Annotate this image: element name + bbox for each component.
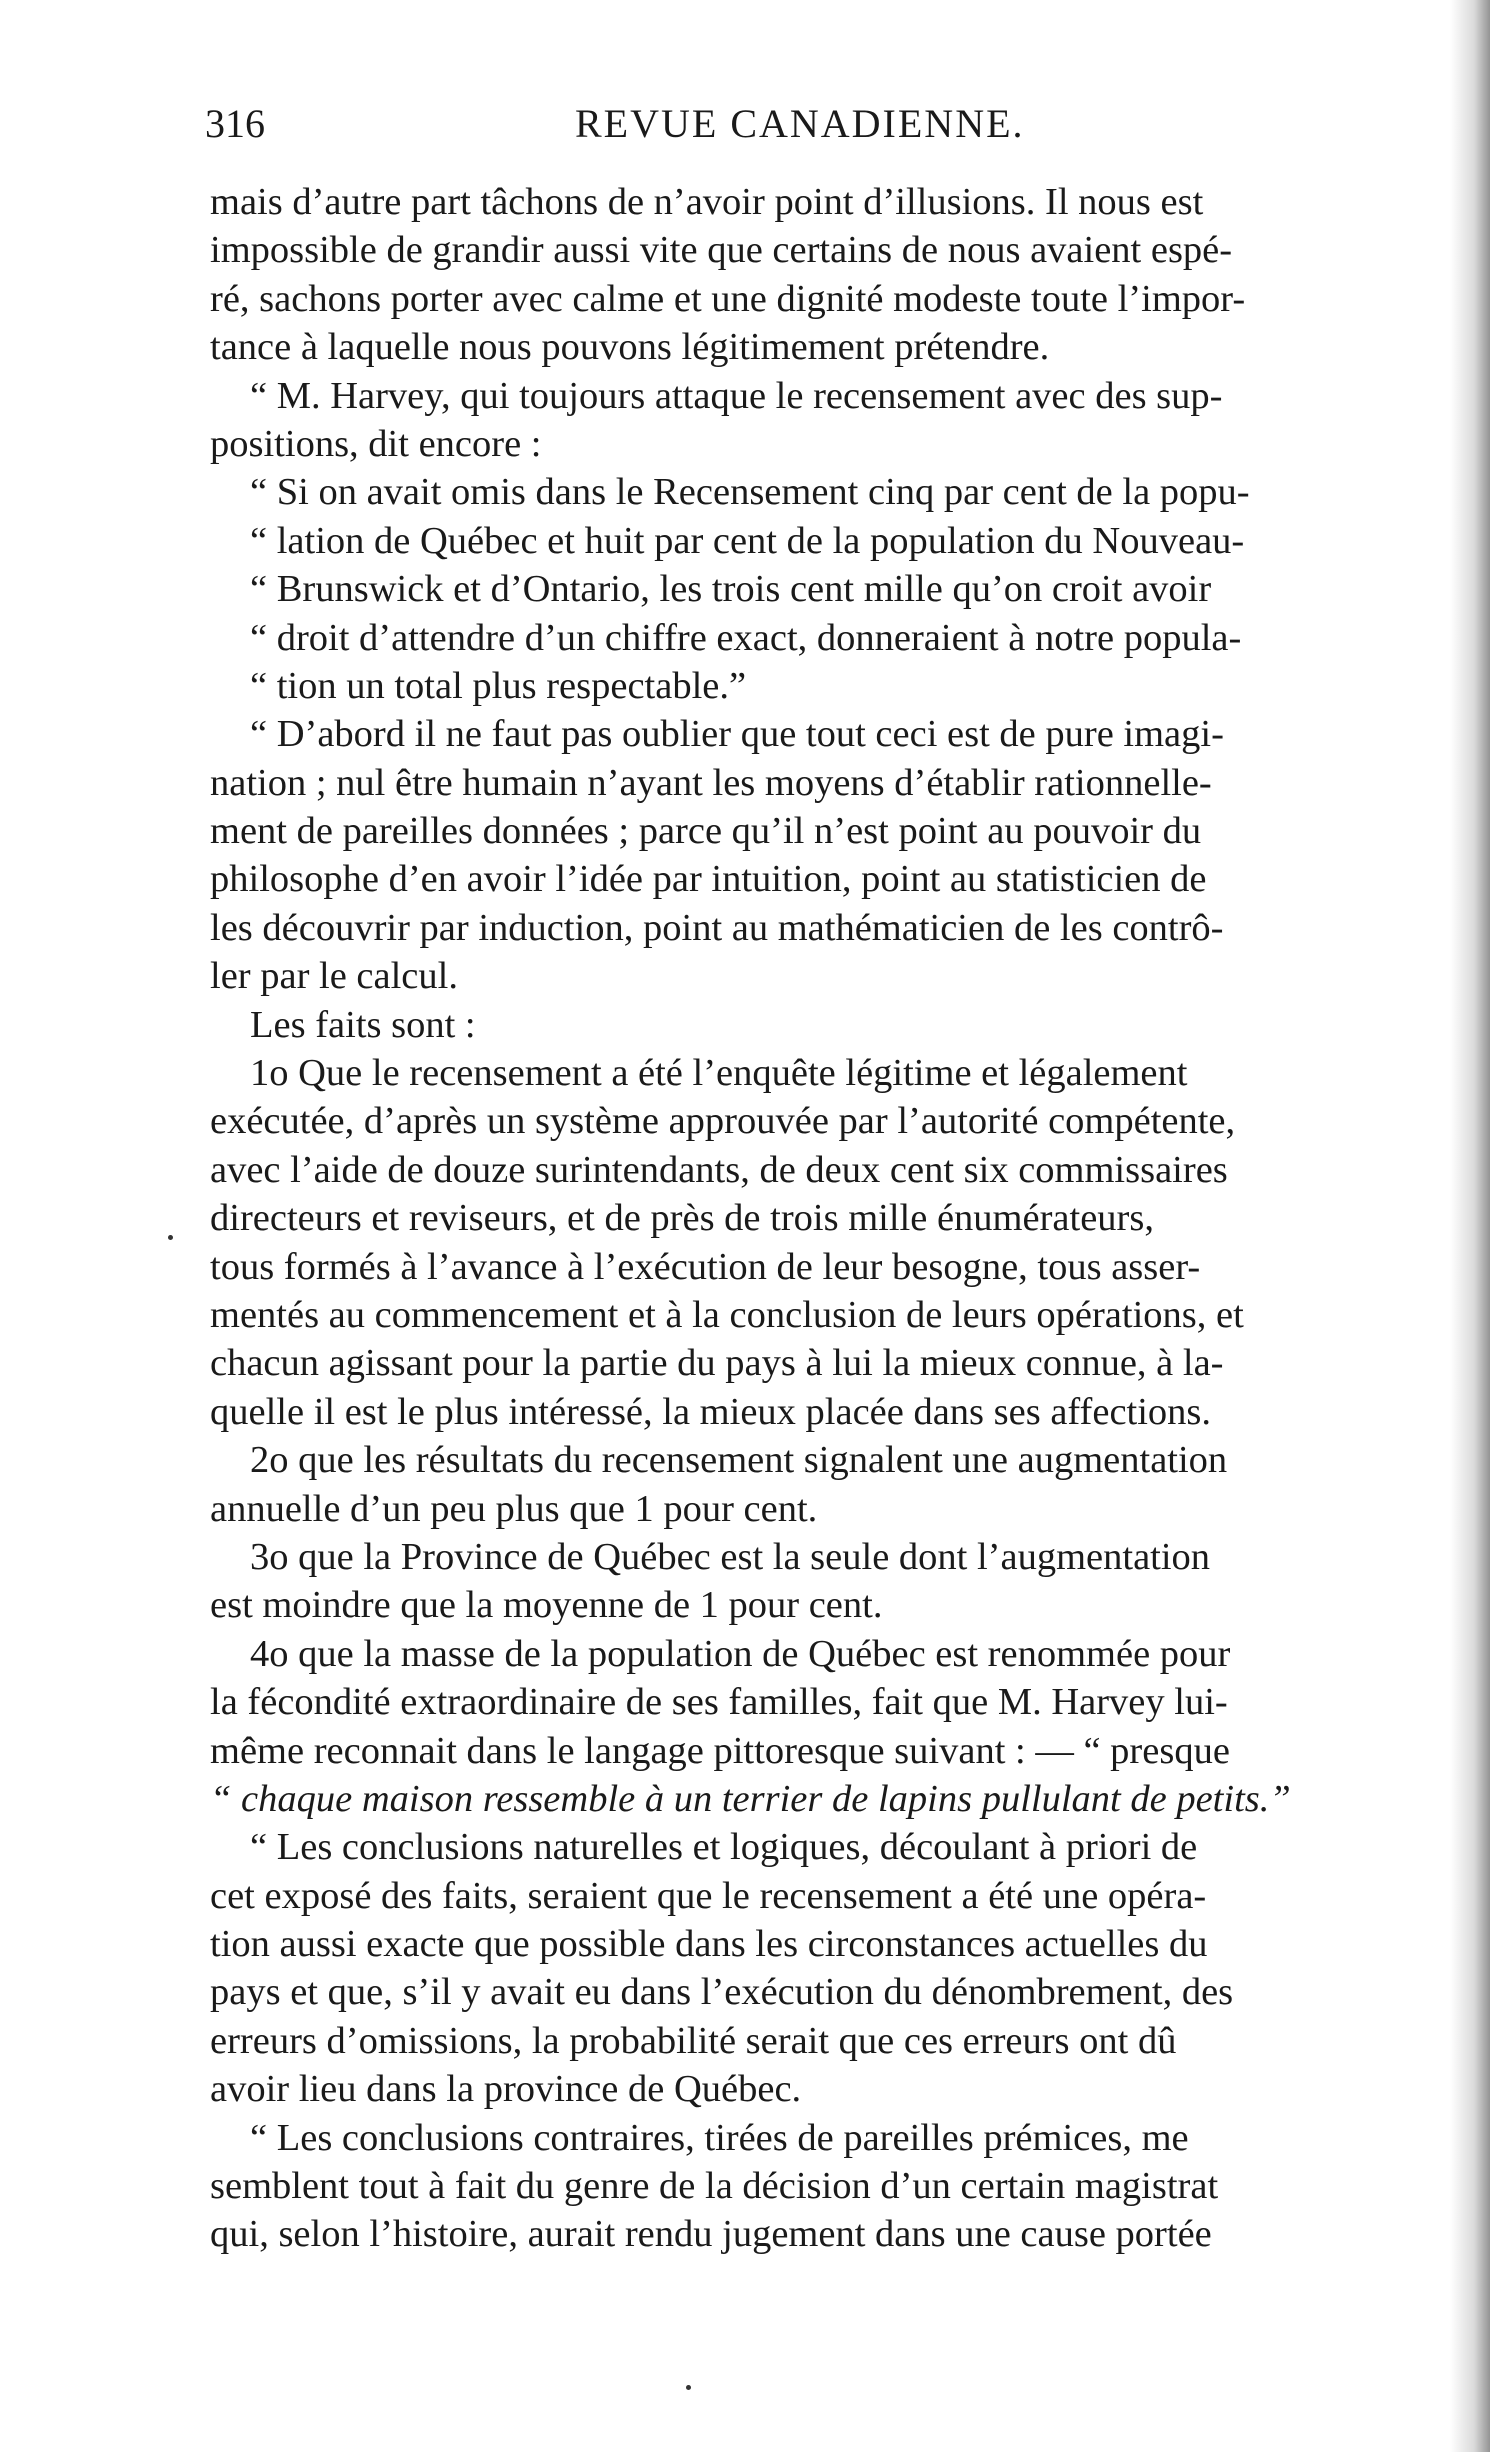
ink-speck [168,1235,173,1240]
text-line: directeurs et reviseurs, et de près de trois mille énumérateurs, [210,1197,1154,1240]
text-line: ré, sachons porter avec calme et une dignité modeste toute l’impor- [210,277,1246,320]
text-line: positions, dit encore : [210,422,542,465]
text-line: “ Les conclusions contraires, tirées de pareilles prémices, me [250,2116,1189,2159]
text-line: même reconnait dans le langage pittoresque suivant : — “ presque [210,1729,1230,1772]
text-line: tous formés à l’avance à l’exécution de leur besogne, tous asser- [210,1245,1201,1288]
text-line: annuelle d’un peu plus que 1 pour cent. [210,1487,818,1530]
text-line: “ M. Harvey, qui toujours attaque le recensement avec des sup- [250,374,1223,417]
text-line: pays et que, s’il y avait eu dans l’exécution du dénombrement, des [210,1971,1234,2014]
text-line: “ droit d’attendre d’un chiffre exact, donneraient à notre popula- [250,616,1242,659]
ink-speck [686,2385,691,2390]
text-line: “ D’abord il ne faut pas oublier que tout ceci est de pure imagi- [250,713,1224,756]
text-line: les découvrir par induction, point au mathématicien de les contrô- [210,906,1224,949]
text-line: avec l’aide de douze surintendants, de deux cent six commissaires [210,1148,1228,1191]
text-line: avoir lieu dans la province de Québec. [210,2068,802,2111]
text-line-italic: “ chaque maison ressemble à un terrier de lapins pullulant de petits.” [210,1777,1291,1820]
text-line: 1o Que le recensement a été l’enquête légitime et légalement [250,1052,1188,1095]
text-line: “ Si on avait omis dans le Recensement cinq par cent de la popu- [250,471,1250,514]
body-text [210,178,1440,2259]
text-line: 4o que la masse de la population de Québec est renommée pour [250,1632,1231,1675]
text-line: cet exposé des faits, seraient que le recensement a été une opéra- [210,1874,1207,1917]
text-line: tance à laquelle nous pouvons légitimement prétendre. [210,326,1050,369]
text-line: mais d’autre part tâchons de n’avoir point d’illusions. Il nous est [210,181,1204,223]
text-line: la fécondité extraordinaire de ses familles, fait que M. Harvey lui- [210,1681,1228,1724]
text-line: “ Les conclusions naturelles et logiques, découlant à priori de [250,1826,1198,1869]
text-line: Les faits sont : [250,1003,476,1046]
text-line: 2o que les résultats du recensement signalent une augmentation [250,1439,1228,1482]
text-line: 3o que la Province de Québec est la seule dont l’augmentation [250,1535,1211,1578]
text-line: est moindre que la moyenne de 1 pour cent. [210,1584,883,1627]
text-line: philosophe d’en avoir l’idée par intuition, point au statisticien de [210,858,1207,901]
text-line: nation ; nul être humain n’ayant les moyens d’établir rationnelle- [210,761,1212,804]
text-line: quelle il est le plus intéressé, la mieux placée dans ses affections. [210,1390,1212,1433]
text-line: “ lation de Québec et huit par cent de la population du Nouveau- [250,519,1245,562]
text-line: ment de pareilles données ; parce qu’il n’est point au pouvoir du [210,810,1202,853]
scan-edge-shadow [1450,0,1490,2452]
text-line: “ Brunswick et d’Ontario, les trois cent mille qu’on croit avoir [250,568,1212,611]
text-line: erreurs d’omissions, la probabilité serait que ces erreurs ont dû [210,2019,1177,2062]
page-header [205,100,1445,160]
text-line: mentés au commencement et à la conclusion de leurs opérations, et [210,1293,1244,1336]
text-line: chacun agissant pour la partie du pays à lui la mieux connue, à la- [210,1342,1224,1385]
text-line: exécutée, d’après un système approuvée par l’autorité compétente, [210,1100,1236,1143]
text-line: tion aussi exacte que possible dans les circonstances actuelles du [210,1923,1208,1966]
text-line: ler par le calcul. [210,955,458,998]
text-line: qui, selon l’histoire, aurait rendu jugement dans une cause portée [210,2213,1212,2256]
text-line: semblent tout à fait du genre de la décision d’un certain magistrat [210,2165,1219,2208]
page-number: 316 [205,101,265,146]
running-title: REVUE CANADIENNE. [575,101,1025,146]
text-line: “ tion un total plus respectable.” [250,664,747,707]
text-line: impossible de grandir aussi vite que certains de nous avaient espé- [210,229,1233,272]
